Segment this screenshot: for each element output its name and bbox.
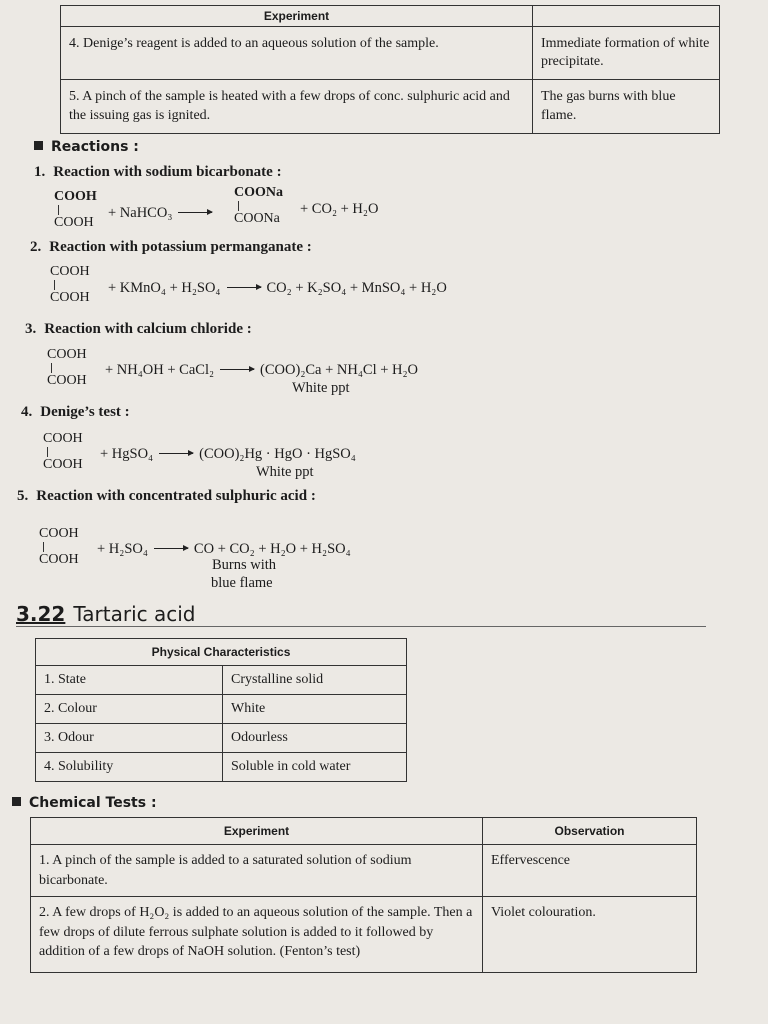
oxalic-acid-structure: COOH COOH <box>47 347 87 388</box>
experiment-header: Experiment <box>31 818 483 845</box>
reaction-5-note-line2: blue flame <box>211 575 273 591</box>
observation-cell: Immediate formation of white precipitate. <box>533 27 720 80</box>
value-cell: White <box>223 695 407 724</box>
arrow-icon <box>227 287 261 288</box>
reaction-4-equation: + HgSO₄ (COO)₂Hg · HgO · HgSO₄ <box>100 446 356 462</box>
chemical-tests-heading <box>12 795 157 811</box>
reaction-2-equation: + KMnO₄ + H₂SO₄ CO₂ + K₂SO₄ + MnSO₄ + H₂O <box>108 280 447 296</box>
table-row <box>36 695 407 724</box>
reaction-1-title: 1. Reaction with sodium bicarbonate : <box>34 164 282 180</box>
reactions-heading <box>34 139 139 155</box>
arrow-icon <box>220 369 254 370</box>
table-row <box>61 80 720 133</box>
property-cell: 3. Odour <box>36 724 223 753</box>
section-number: 3.22 <box>16 602 66 626</box>
table-row <box>36 753 407 782</box>
physical-characteristics-header: Physical Characteristics <box>36 639 407 666</box>
arrow-icon <box>178 212 212 213</box>
chemical-tests-table <box>30 817 697 973</box>
square-bullet-icon <box>34 141 43 150</box>
reaction-3-note: White ppt <box>292 380 350 396</box>
experiment-cell: 1. A pinch of the sample is added to a saturated solution of sodium bicarbonate. <box>31 845 483 897</box>
sodium-oxalate-structure: COONa COONa <box>234 185 283 226</box>
section-divider <box>16 626 706 627</box>
observation-cell: Effervescence <box>483 845 697 897</box>
oxalic-acid-structure: COOH COOH <box>54 189 97 230</box>
reaction-5-note-line1: Burns with <box>212 557 277 573</box>
table-row <box>31 845 697 897</box>
oxalic-acid-structure: COOH COOH <box>39 526 79 567</box>
reaction-1-products: + CO₂ + H₂O <box>300 201 379 217</box>
experiment-cell: 4. Denige’s reagent is added to an aqueous solution of the sample. <box>61 27 533 80</box>
reaction-4-title: 4. Denige’s test : <box>21 404 130 420</box>
table-row <box>36 666 407 695</box>
reaction-1-reactants: + NaHCO₃ <box>108 205 218 222</box>
value-cell: Crystalline solid <box>223 666 407 695</box>
arrow-icon <box>154 548 188 549</box>
physical-characteristics-table <box>35 638 407 782</box>
square-bullet-icon <box>12 797 21 806</box>
reaction-3-equation: + NH₄OH + CaCl₂ (COO)₂Ca + NH₄Cl + H₂O <box>105 362 419 378</box>
reaction-2-title: 2. Reaction with potassium permanganate : <box>30 239 312 255</box>
oxalic-acid-structure: COOH COOH <box>43 431 83 472</box>
property-cell: 1. State <box>36 666 223 695</box>
reaction-5-equation: + H₂SO₄ CO + CO₂ + H₂O + H₂SO₄ <box>97 541 351 557</box>
section-heading <box>16 602 195 626</box>
oxalic-acid-structure: COOH COOH <box>50 264 90 305</box>
value-cell: Odourless <box>223 724 407 753</box>
reaction-5-title: 5. Reaction with concentrated sulphuric acid : <box>17 488 316 504</box>
experiment-table-continued <box>60 5 720 134</box>
observation-cell: The gas burns with blue flame. <box>533 80 720 133</box>
arrow-icon <box>159 453 193 454</box>
reaction-4-note: White ppt <box>256 464 314 480</box>
experiment-cell: 2. A few drops of H₂O₂ is added to an aqueous solution of the sample. Then a few drops of dilute ferrous sulphate solution is added to it followed by addition of a few drops of NaOH solution. (Fenton’s test) <box>31 897 483 973</box>
table-row <box>61 27 720 80</box>
observation-cell: Violet colouration. <box>483 897 697 973</box>
experiment-cell: 5. A pinch of the sample is heated with a few drops of conc. sulphuric acid and the issuing gas is ignited. <box>61 80 533 133</box>
observation-header: Observation <box>483 818 697 845</box>
chemical-tests-heading-text: Chemical Tests : <box>29 795 157 811</box>
reaction-3-title: 3. Reaction with calcium chloride : <box>25 321 252 337</box>
reactions-heading-text: Reactions : <box>51 139 139 155</box>
table-row <box>36 724 407 753</box>
section-title: Tartaric acid <box>73 602 196 626</box>
experiment-header: Experiment <box>61 6 533 27</box>
property-cell: 4. Solubility <box>36 753 223 782</box>
observation-header-cut <box>533 6 720 27</box>
value-cell: Soluble in cold water <box>223 753 407 782</box>
property-cell: 2. Colour <box>36 695 223 724</box>
table-row <box>31 897 697 973</box>
